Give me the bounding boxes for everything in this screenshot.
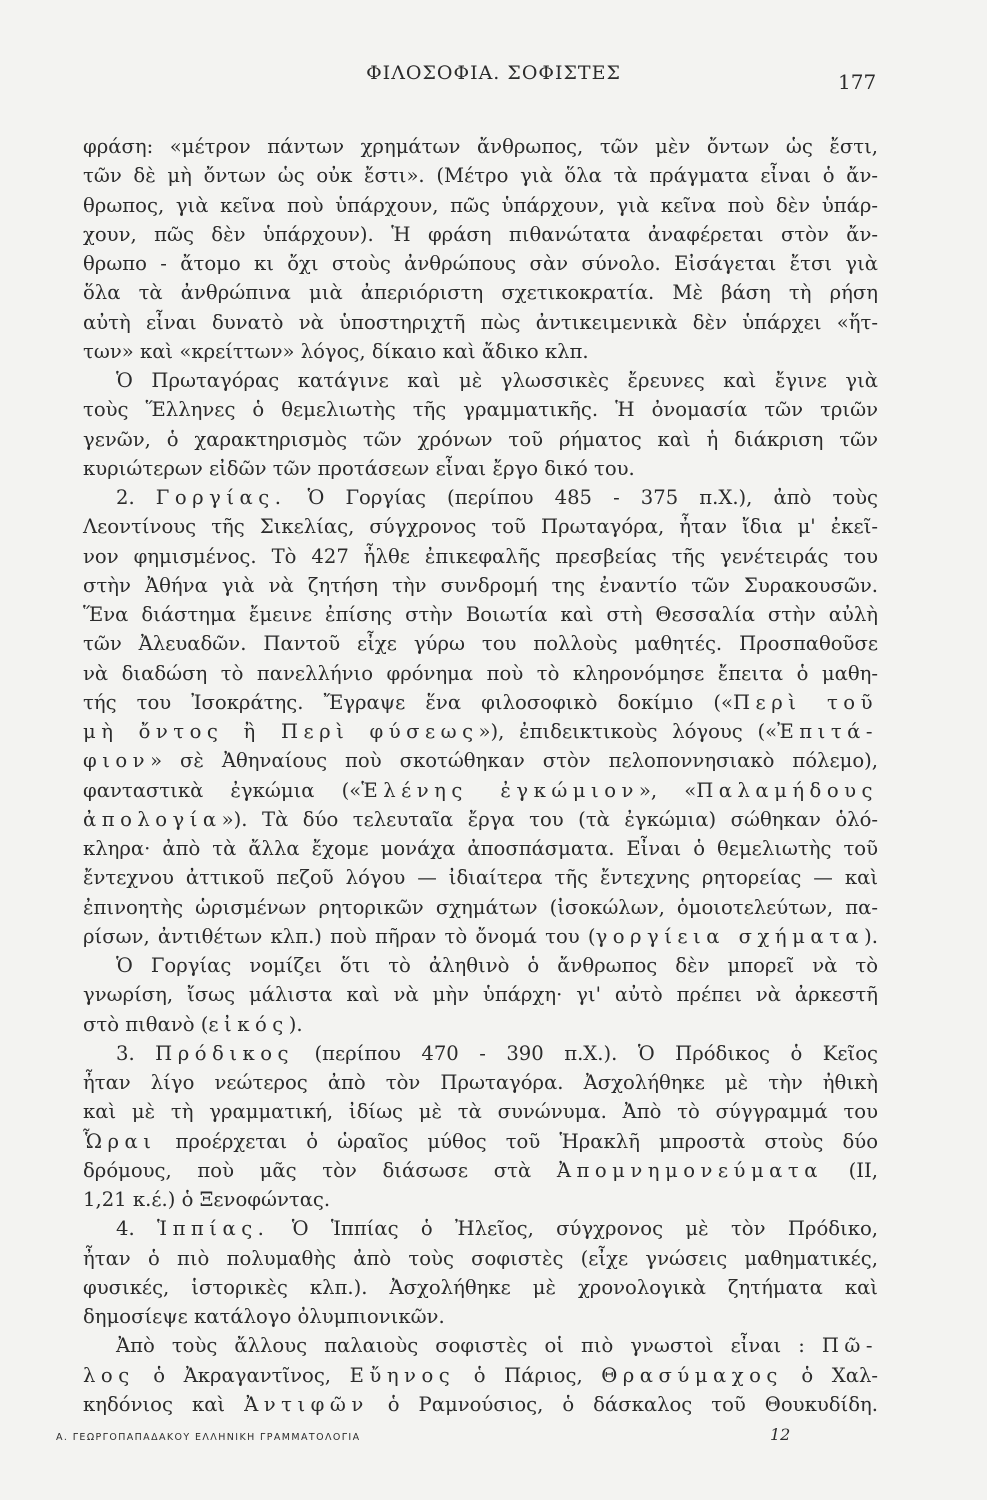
section-name: Ἱππίας. bbox=[157, 1217, 270, 1241]
text-line: 1,21 κ.έ.) ὁ Ξενοφώντας. bbox=[83, 1188, 331, 1211]
text-segment: », « bbox=[638, 778, 697, 802]
text-segment: δρόμους, ποὺ μᾶς τὸν διάσωσε στὰ bbox=[83, 1158, 532, 1182]
text-segment: ὁ Πάριος, bbox=[473, 1363, 583, 1387]
text-line: τοὺς Ἕλληνες ὁ θεμελιωτὴς τῆς γραμματικῆς. Ἡ ὀνομασία τῶν τριῶν bbox=[83, 398, 878, 422]
work-title: Ἀπομνημονεύματα bbox=[556, 1158, 823, 1182]
text-line: δημοσίεψε κατάλογο ὀλυμπιονικῶν. bbox=[83, 1305, 445, 1328]
text-segment: ὁ Χαλ- bbox=[801, 1363, 879, 1387]
text-segment: ). bbox=[288, 1012, 303, 1036]
text-line bbox=[83, 1361, 878, 1390]
text-segment: Ὁ Γοργίας (περίπου 485 - 375 π.Χ.), ἀπὸ τοὺς bbox=[307, 486, 879, 509]
text-line bbox=[83, 922, 878, 951]
text-line: Λεοντίνους τῆς Σικελίας, σύγχρονος τοῦ Πρωταγόρα, ἦταν ἴδια μ' ἐκεῖ- bbox=[83, 515, 878, 539]
text-segment: (II, bbox=[848, 1158, 878, 1182]
work-title: φιον bbox=[83, 749, 151, 773]
text-line bbox=[83, 688, 878, 717]
section-number: 4. bbox=[116, 1217, 135, 1241]
text-line: γενῶν, ὁ χαρακτηρισμὸς τῶν χρόνων τοῦ ρήματος καὶ ἡ διάκριση τῶν bbox=[83, 427, 878, 451]
text-line: γνωρίση, ἴσως μάλιστα καὶ νὰ μὴν ὑπάρχη· γι' αὐτὸ πρέπει νὰ ἀρκεστῆ bbox=[83, 983, 878, 1007]
footer-signature: Α. ΓΕΩΡΓΟΠΑΠΑΔΑΚΟΥ ΕΛΛΗΝΙΚΗ ΓΡΑΜΜΑΤΟΛΟΓΙΑ bbox=[56, 1432, 361, 1443]
section-number: 2. bbox=[116, 486, 135, 509]
text-segment: ). bbox=[864, 924, 878, 948]
text-segment: προέρχεται ὁ ὡραῖος μύθος τοῦ Ἡρακλῆ μπροστὰ στοὺς δύο bbox=[175, 1129, 879, 1153]
person-name: Εὔηνος bbox=[349, 1363, 456, 1387]
section-name: Πρόδικος bbox=[155, 1041, 294, 1065]
work-title: μὴ ὄντος ἢ Περὶ φύσεως bbox=[83, 720, 479, 743]
work-title: Ἐπιτά- bbox=[777, 720, 878, 743]
work-title: Παλαμήδους bbox=[696, 778, 878, 802]
text-segment: κηδόνιος καὶ bbox=[83, 1392, 226, 1416]
section-heading-line bbox=[83, 483, 878, 512]
term: εἰκός bbox=[208, 1012, 289, 1036]
work-title: ἀπολογία bbox=[83, 807, 222, 831]
term: γοργίεια σχήματα bbox=[595, 924, 865, 948]
text-segment: φανταστικὰ ἐγκώμια (« bbox=[83, 778, 362, 802]
section-name: Γοργίας. bbox=[155, 486, 287, 509]
person-name: Θρασύμαχος bbox=[601, 1363, 783, 1387]
person-name: λος bbox=[83, 1363, 135, 1387]
text-line: ἐπινοητὴς ὡρισμένων ρητορικῶν σχημάτων (ἰσοκώλων, ὁμοιοτελεύτων, πα- bbox=[83, 895, 878, 919]
text-line bbox=[83, 1010, 878, 1039]
text-line: νον φημισμένος. Τὸ 427 ἦλθε ἐπικεφαλῆς πρεσβείας τῆς γενέτειράς του bbox=[83, 544, 878, 568]
text-segment: τής του Ἰσοκράτης. Ἔγραψε ἕνα φιλοσοφικὸ δοκίμιο (« bbox=[83, 690, 733, 714]
text-line: αὐτὴ εἶναι δυνατὸ νὰ ὑποστηριχτῆ πὼς ἀντικειμενικὰ δὲν ὑπάρχει «ἥτ- bbox=[83, 310, 878, 334]
section-number: 3. bbox=[116, 1041, 135, 1065]
text-line: θρωπος, γιὰ κεῖνα ποὺ ὑπάρχουν, πῶς ὑπάρχουν, γιὰ κεῖνα ποὺ δὲν ὑπάρ- bbox=[83, 193, 878, 217]
section-heading-line bbox=[83, 1214, 878, 1243]
text-line: νὰ διαδώση τὸ πανελλήνιο φρόνημα ποὺ τὸ κληρονόμησε ἔπειτα ὁ μαθη- bbox=[83, 661, 878, 685]
text-segment: Ἀπὸ τοὺς ἄλλους παλαιοὺς σοφιστὲς οἱ πιὸ γνωστοὶ εἶναι : bbox=[116, 1334, 805, 1358]
text-segment: ρίσων, ἀντιθέτων κλπ.) ποὺ πῆραν τὸ ὄνομά του ( bbox=[83, 924, 596, 948]
text-line: κυριώτερων εἰδῶν τῶν προτάσεων εἶναι ἔργο δικό του. bbox=[83, 456, 635, 480]
text-line bbox=[83, 805, 878, 834]
text-line: θρωπο - ἄτομο κι ὄχι στοὺς ἀνθρώπους σὰν σύνολο. Εἰσάγεται ἔτσι γιὰ bbox=[83, 252, 878, 275]
text-line bbox=[83, 1331, 878, 1360]
text-line: στὴν Ἀθήνα γιὰ νὰ ζητήση τὴν συνδρομή της ἐναντίο τῶν Συρακουσῶν. bbox=[83, 573, 878, 597]
text-line bbox=[83, 776, 878, 805]
text-line bbox=[83, 746, 878, 775]
footer-sheet-number: 12 bbox=[770, 1425, 791, 1444]
text-segment: »). Τὰ δύο τελευταῖα ἔργα του (τὰ ἐγκώμια) σώθηκαν ὁλό- bbox=[221, 807, 878, 831]
section-heading-line bbox=[83, 1039, 878, 1068]
text-line: χουν, πῶς δὲν ὑπάρχουν). Ἡ φράση πιθανώτατα ἀναφέρεται στὸν ἄν- bbox=[83, 222, 878, 246]
text-line: τῶν δὲ μὴ ὄντων ὡς οὐκ ἔστι». (Μέτρο γιὰ ὅλα τὰ πράγματα εἶναι ὁ ἄν- bbox=[83, 164, 878, 188]
text-line: κληρα· ἀπὸ τὰ ἄλλα ἔχομε μονάχα ἀποσπάσματα. Εἶναι ὁ θεμελιωτὴς τοῦ bbox=[83, 837, 878, 860]
text-line bbox=[83, 1127, 878, 1156]
work-title: Περὶ τοῦ bbox=[732, 690, 878, 714]
text-line: ἦταν λίγο νεώτερος ἀπὸ τὸν Πρωταγόρα. Ἀσχολήθηκε μὲ τὴν ἠθικὴ bbox=[83, 1071, 878, 1094]
work-title: Ὧραι bbox=[83, 1129, 157, 1153]
text-segment: » σὲ Ἀθηναίους ποὺ σκοτώθηκαν στὸν πελοποννησιακὸ πόλεμο), bbox=[150, 749, 878, 773]
text-segment: ὁ Ραμνούσιος, ὁ δάσκαλος τοῦ Θουκυδίδη. bbox=[387, 1392, 878, 1416]
page-number: 177 bbox=[838, 70, 877, 94]
text-line bbox=[83, 1390, 878, 1419]
body-text bbox=[83, 132, 878, 1419]
text-line bbox=[83, 1156, 878, 1185]
text-line: ἔντεχνου ἀττικοῦ πεζοῦ λόγου — ἰδιαίτερα τῆς ἔντεχνης ρητορείας — καὶ bbox=[83, 866, 878, 890]
text-segment: ὁ Ἀκραγαντῖνος, bbox=[153, 1363, 332, 1387]
text-line: τῶν Ἀλευαδῶν. Παντοῦ εἶχε γύρω του πολλοὺς μαθητές. Προσπαθοῦσε bbox=[83, 632, 878, 656]
text-line: ὅλα τὰ ἀνθρώπινα μιὰ ἀπεριόριστη σχετικοκρατία. Μὲ βάση τὴ ρήση bbox=[83, 281, 878, 305]
text-line: φυσικές, ἱστορικὲς κλπ.). Ἀσχολήθηκε μὲ χρονολογικὰ ζητήματα καὶ bbox=[83, 1275, 878, 1299]
text-line: ἦταν ὁ πιὸ πολυμαθὴς ἀπὸ τοὺς σοφιστὲς (εἶχε γνώσεις μαθηματικές, bbox=[83, 1246, 878, 1270]
person-name: Πῶ- bbox=[821, 1334, 878, 1358]
text-segment: Ὁ Ἱππίας ὁ Ἠλεῖος, σύγχρονος μὲ τὸν Πρόδικο, bbox=[291, 1217, 878, 1241]
text-line: φράση: «μέτρον πάντων χρημάτων ἄνθρωπος, τῶν μὲν ὄντων ὡς ἔστι, bbox=[83, 135, 878, 158]
person-name: Ἀντιφῶν bbox=[244, 1392, 369, 1416]
text-line: των» καὶ «κρείττων» λόγος, δίκαιο καὶ ἄδικο κλπ. bbox=[83, 339, 589, 363]
text-line: Ἕνα διάστημα ἔμεινε ἐπίσης στὴν Βοιωτία καὶ στὴ Θεσσαλία στὴν αὐλὴ bbox=[83, 603, 878, 626]
text-segment: στὸ πιθανὸ ( bbox=[83, 1012, 209, 1036]
text-line: καὶ μὲ τὴ γραμματική, ἰδίως μὲ τὰ συνώνυμα. Ἀπὸ τὸ σύγγραμμά του bbox=[83, 1100, 878, 1124]
text-line: Ὁ Πρωταγόρας κατάγινε καὶ μὲ γλωσσικὲς ἔρευνες καὶ ἔγινε γιὰ bbox=[116, 369, 878, 392]
text-segment: »), ἐπιδεικτικοὺς λόγους (« bbox=[478, 720, 778, 743]
text-segment: (περίπου 470 - 390 π.Χ.). Ὁ Πρόδικος ὁ Κεῖος bbox=[314, 1041, 878, 1065]
text-line bbox=[83, 717, 878, 746]
text-line: Ὁ Γοργίας νομίζει ὅτι τὸ ἀληθινὸ ὁ ἄνθρωπος δὲν μπορεῖ νὰ τὸ bbox=[116, 954, 878, 977]
work-title: Ἑλένης ἐγκώμιον bbox=[361, 778, 639, 802]
running-head: ΦΙΛΟΣΟΦΙΑ. ΣΟΦΙΣΤΕΣ bbox=[366, 62, 621, 84]
